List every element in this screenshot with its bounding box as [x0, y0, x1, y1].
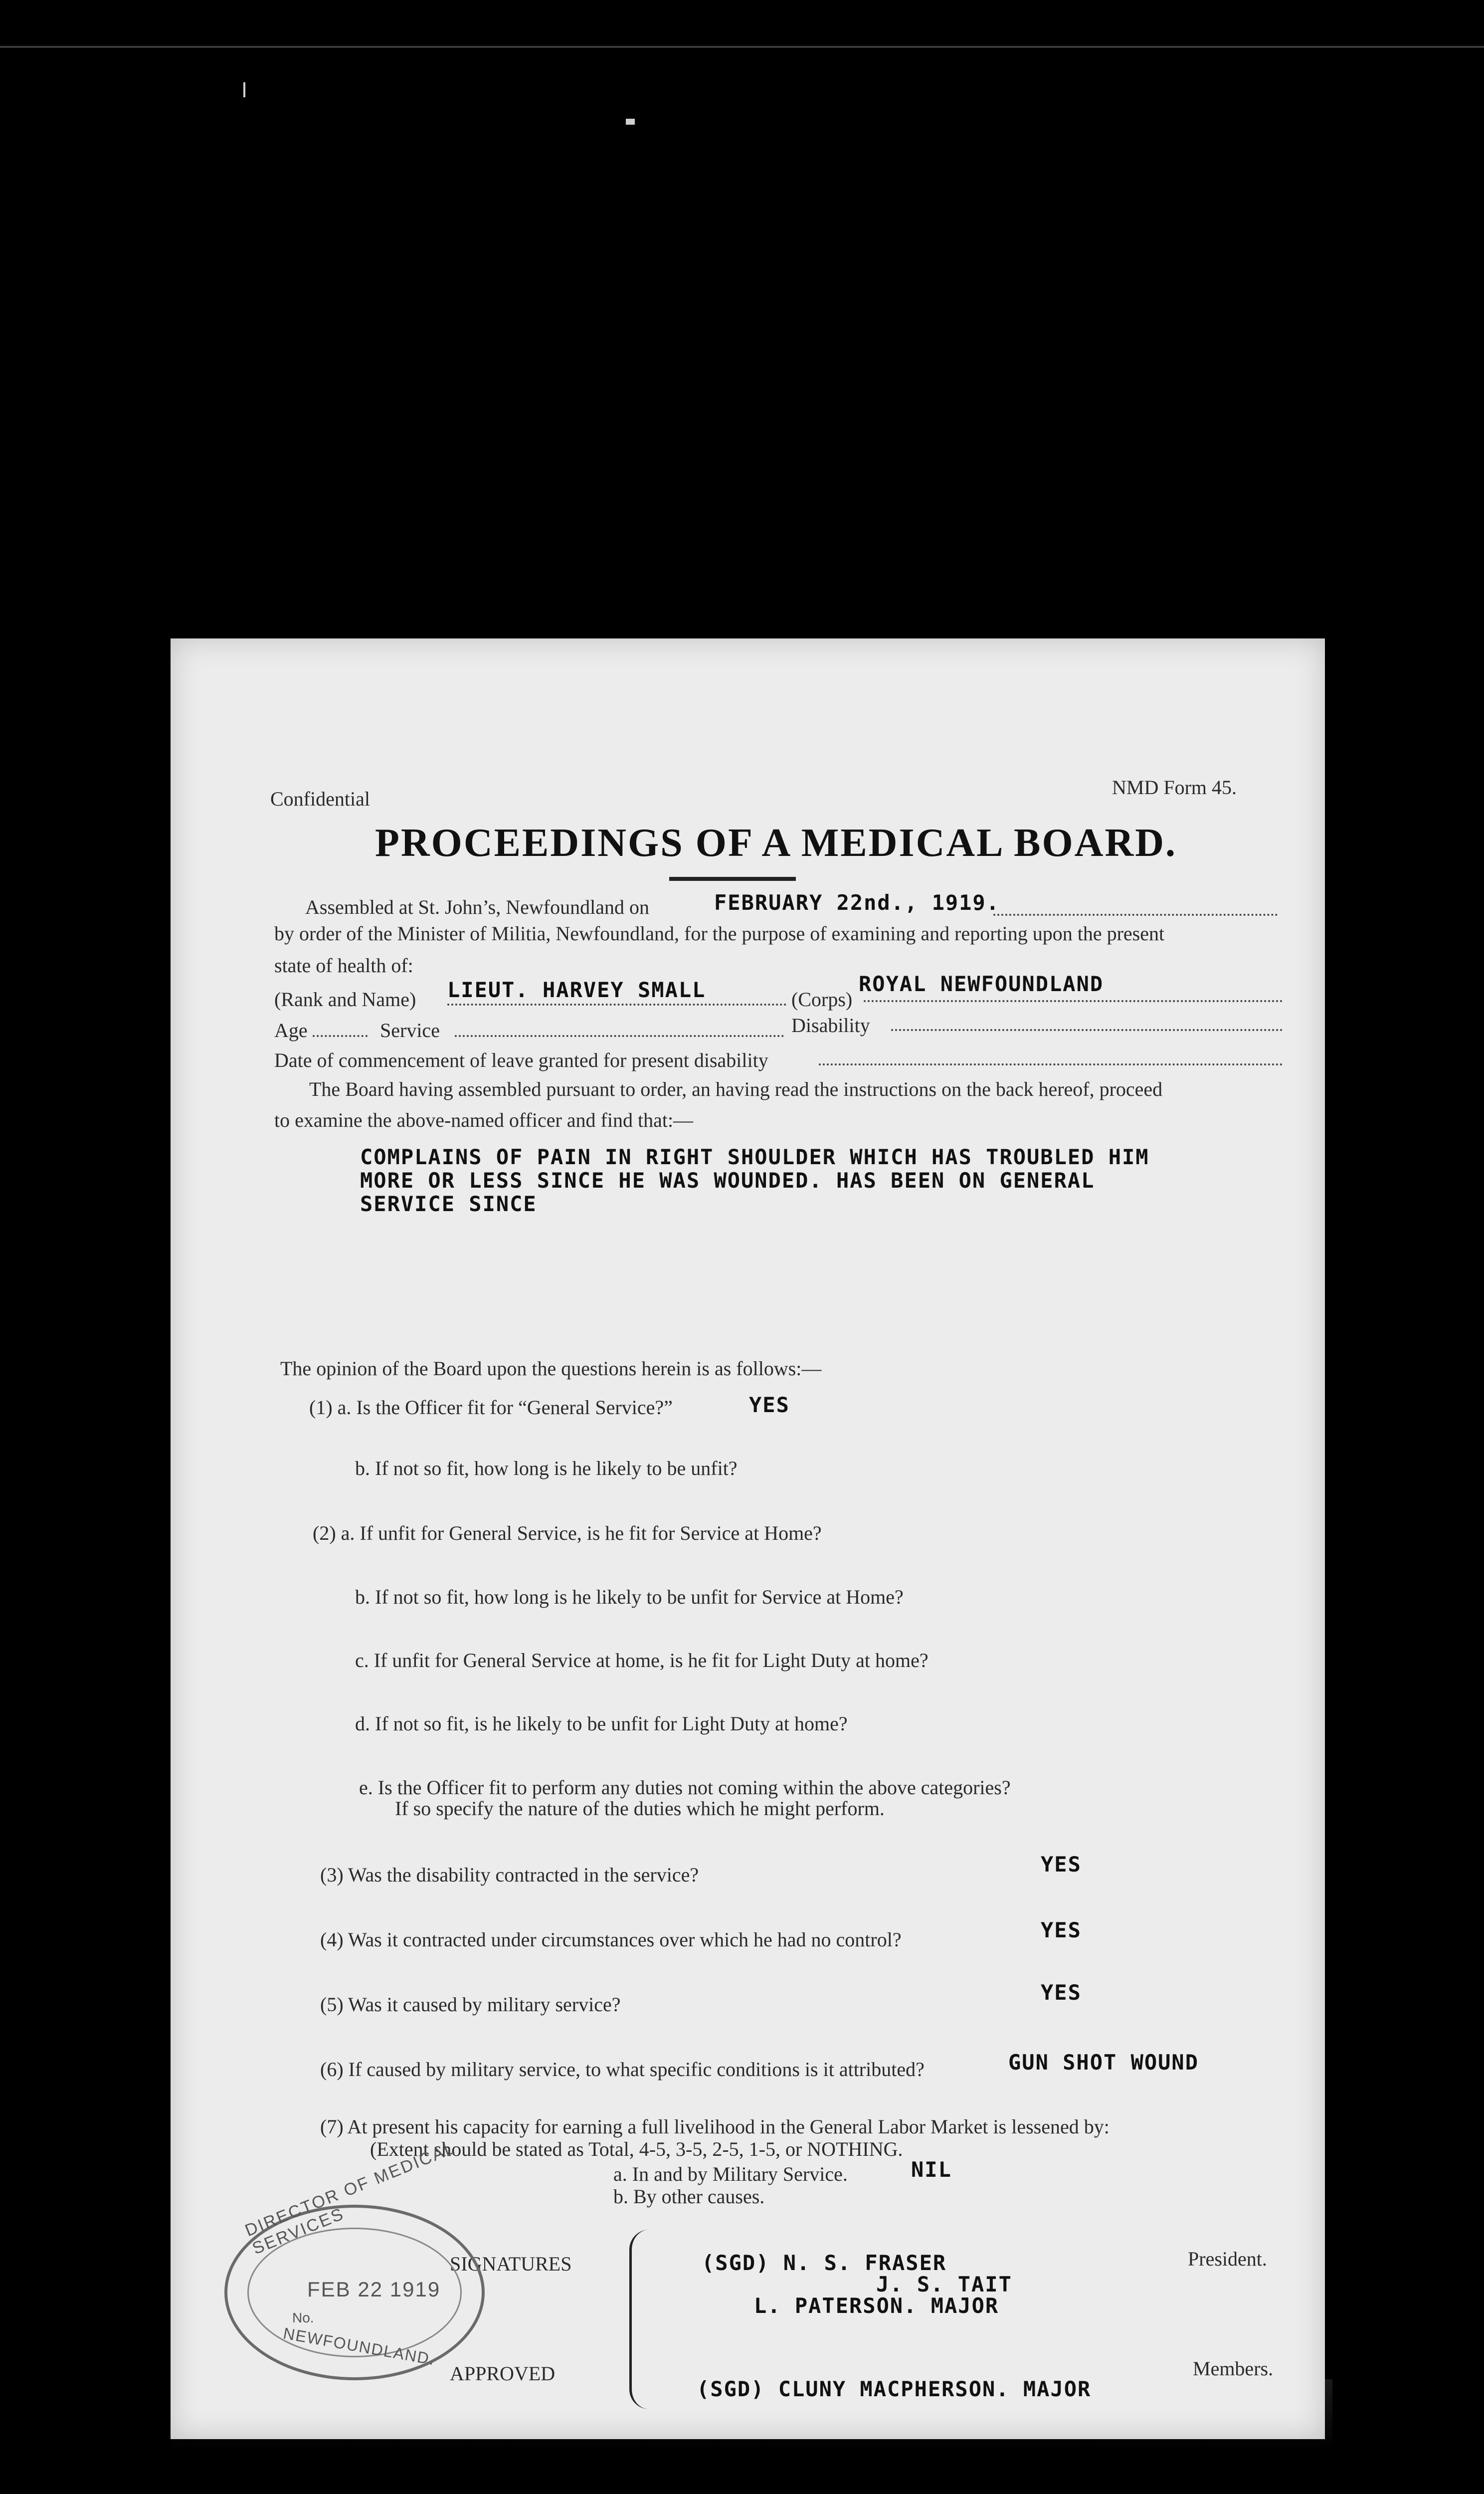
service-dots: [455, 1035, 784, 1037]
answer-5: YES: [1041, 1980, 1082, 2005]
stamp-date: FEB 22 1919: [307, 2278, 441, 2301]
question-6: (6) If caused by military service, to what specific conditions is it attributed?: [320, 2058, 925, 2080]
stamp-place: NEWFOUNDLAND.: [282, 2324, 437, 2369]
disability-label: Disability: [791, 1014, 870, 1037]
leave-line: Date of commencement of leave granted for present disability: [274, 1049, 768, 1071]
rank-dots: [447, 1004, 786, 1006]
question-5: (5) Was it caused by military service?: [320, 1993, 621, 2016]
scan-top-edge: [0, 46, 1484, 48]
order-line: by order of the Minister of Militia, Newfoundland, for the purpose of examining and reporting upon the present: [274, 922, 1165, 945]
rank-label: (Rank and Name): [274, 988, 416, 1011]
title-underline: [669, 877, 796, 881]
question-1b: b. If not so fit, how long is he likely to be unfit?: [355, 1457, 738, 1479]
page-title: PROCEEDINGS OF A MEDICAL BOARD.: [375, 821, 1177, 865]
answer-4: YES: [1041, 1918, 1082, 1942]
signatures-label: SIGNATURES: [450, 2253, 572, 2275]
confidential-label: Confidential: [270, 788, 370, 810]
question-2d: d. If not so fit, is he likely to be unfit for Light Duty at home?: [355, 1712, 848, 1735]
state-line: state of health of:: [274, 954, 413, 977]
age-dots: [313, 1035, 368, 1037]
corps-label: (Corps): [791, 988, 853, 1011]
corps-value: ROYAL NEWFOUNDLAND: [859, 972, 1104, 996]
leave-dots: [819, 1063, 1283, 1065]
approved-signature: (SGD) CLUNY MACPHERSON. MAJOR: [697, 2377, 1092, 2401]
scan-speck: [626, 119, 635, 125]
question-7-line-2: (Extent should be stated as Total, 4-5, 3-5, 2-5, 1-5, or NOTHING.: [370, 2138, 903, 2160]
answer-6: GUN SHOT WOUND: [1008, 2050, 1199, 2075]
received-stamp: [224, 2138, 485, 2380]
assembled-dots: [993, 914, 1278, 916]
question-4: (4) Was it contracted under circumstances over which he had no control?: [320, 1928, 902, 1951]
question-7b: b. By other causes.: [613, 2185, 765, 2208]
member-signature-2: L. PATERSON. MAJOR: [754, 2293, 999, 2318]
question-2e-line-2: If so specify the nature of the duties which he might perform.: [395, 1797, 885, 1820]
board-line-2: to examine the above-named officer and find that:—: [274, 1109, 694, 1131]
member-signature-1: J. S. TAIT: [876, 2272, 1012, 2296]
president-signature: (SGD) N. S. FRASER: [702, 2251, 947, 2275]
question-2c: c. If unfit for General Service at home, is he fit for Light Duty at home?: [355, 1649, 928, 1671]
question-2e-line-1: e. Is the Officer fit to perform any duties not coming within the above categories?: [359, 1776, 1011, 1799]
stamp-number: No.: [292, 2310, 314, 2325]
finding-line: COMPLAINS OF PAIN IN RIGHT SHOULDER WHICH HAS TROUBLED HIM: [360, 1145, 1149, 1169]
answer-1a: YES: [749, 1393, 790, 1417]
finding-line: MORE OR LESS SINCE HE WAS WOUNDED. HAS BEEN ON GENERAL: [360, 1168, 1095, 1193]
question-7a: a. In and by Military Service.: [613, 2163, 848, 2185]
signature-bracket: [629, 2230, 652, 2409]
finding-line: SERVICE SINCE: [360, 1192, 537, 1216]
assembled-prefix: Assembled at St. John’s, Newfoundland on: [305, 896, 649, 918]
form-number: NMD Form 45.: [1112, 776, 1237, 799]
answer-3: YES: [1041, 1852, 1082, 1876]
rank-value: LIEUT. HARVEY SMALL: [447, 978, 706, 1002]
question-1a: (1) a. Is the Officer fit for “General Service?”: [309, 1396, 673, 1419]
disability-dots: [891, 1029, 1283, 1031]
question-3: (3) Was the disability contracted in the service?: [320, 1864, 699, 1886]
question-2a: (2) a. If unfit for General Service, is he fit for Service at Home?: [313, 1522, 822, 1544]
answer-7a: NIL: [911, 2157, 952, 2182]
age-label: Age: [274, 1019, 308, 1041]
question-2b: b. If not so fit, how long is he likely to be unfit for Service at Home?: [355, 1586, 904, 1608]
medical-board-form: [171, 638, 1325, 2439]
corps-dots: [864, 1000, 1283, 1002]
board-line-1: The Board having assembled pursuant to order, an having read the instructions on the back hereof, proceed: [309, 1078, 1163, 1100]
question-7-line-1: (7) At present his capacity for earning a full livelihood in the General Labor Market is lessened by:: [320, 2115, 1110, 2138]
opinion-intro: The opinion of the Board upon the questions herein is as follows:—: [280, 1357, 822, 1380]
scan-speck: [243, 82, 245, 97]
president-label: President.: [1188, 2248, 1267, 2270]
service-label: Service: [380, 1019, 440, 1041]
approved-label: APPROVED: [450, 2362, 556, 2385]
members-label: Members.: [1193, 2357, 1274, 2380]
stamp-office: DIRECTOR OF MEDICAL SERVICES: [242, 2138, 458, 2259]
assembled-date: FEBRUARY 22nd., 1919.: [714, 890, 1000, 915]
